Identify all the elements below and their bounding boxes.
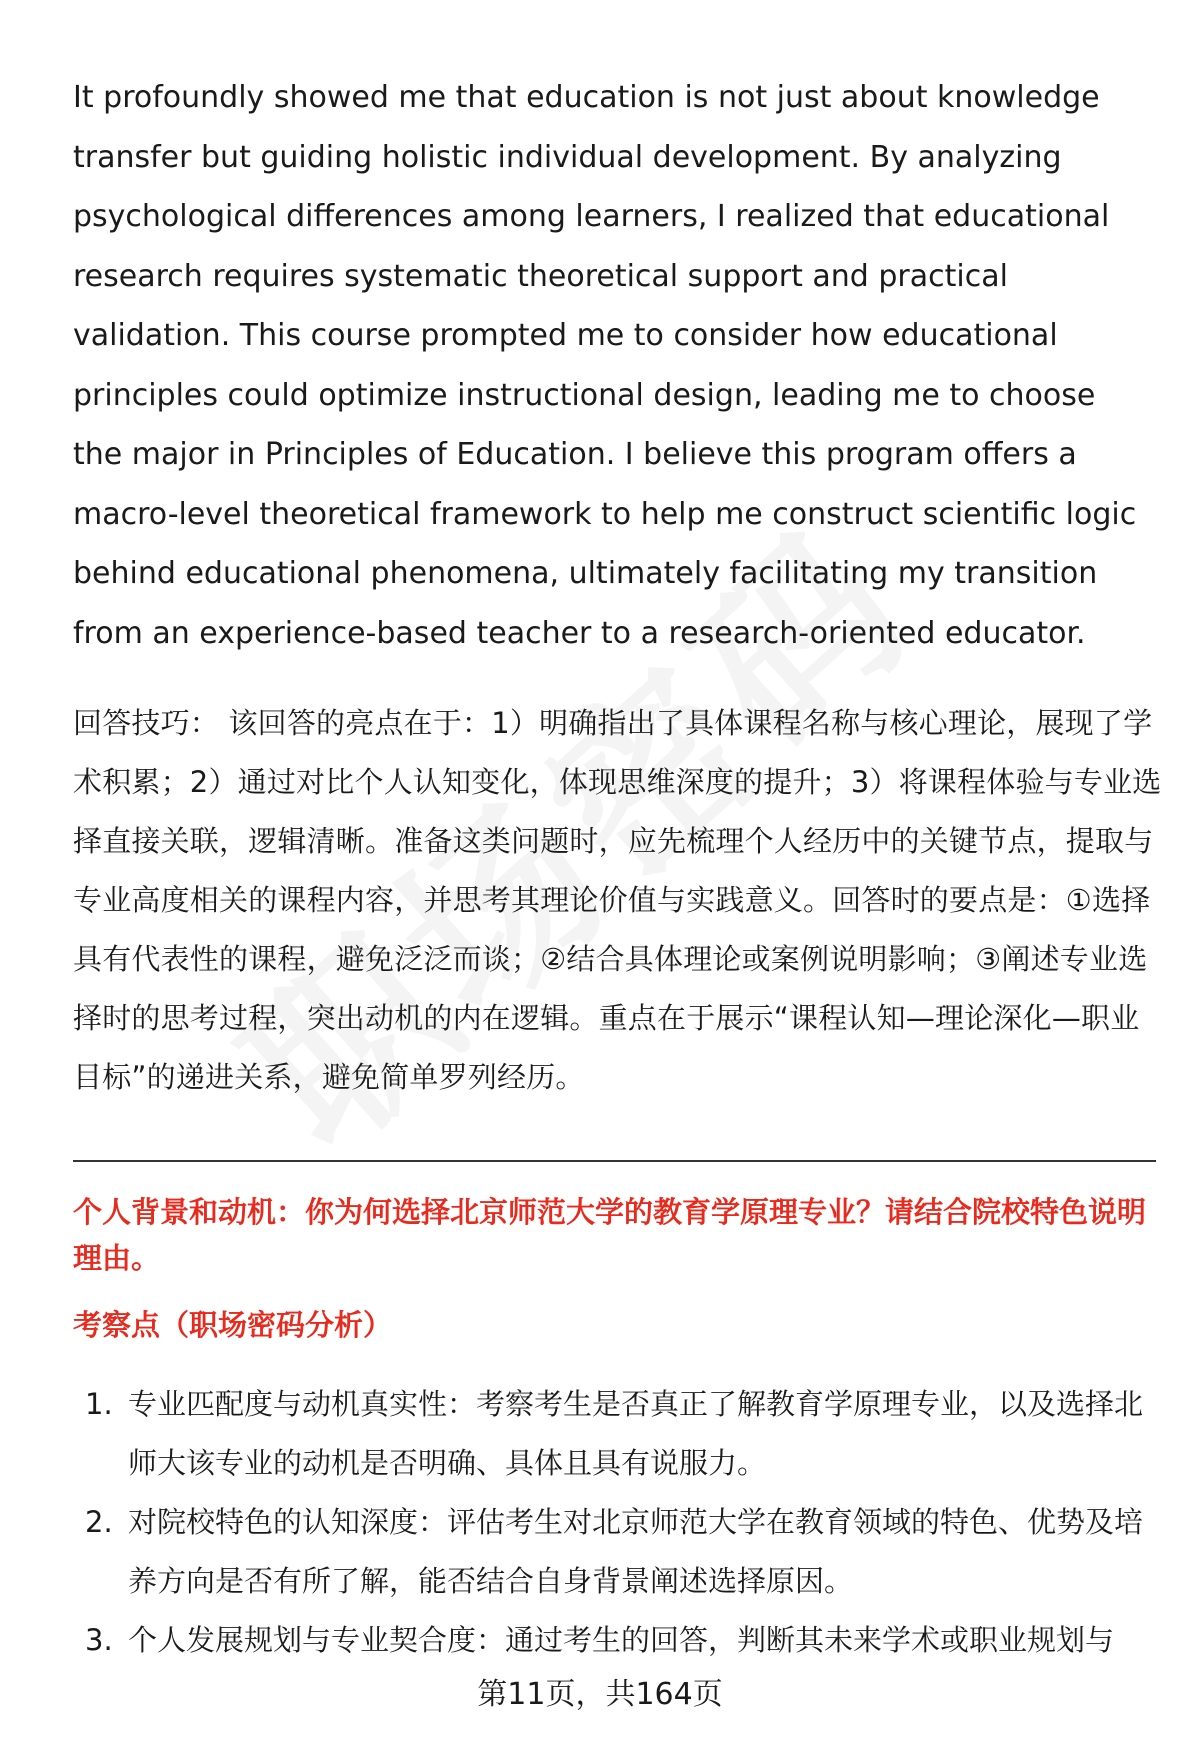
question-title: 个人背景和动机：你为何选择北京师范大学的教育学原理专业？请结合院校特色说明理由。 <box>73 1195 1147 1275</box>
page-number-footer: 第11页，共164页 <box>477 1677 723 1712</box>
list-item-number: 1. <box>85 1387 113 1421</box>
evaluation-points-list <box>73 1375 1163 1670</box>
list-item-text: 个人发展规划与专业契合度：通过考生的回答，判断其未来学术或职业规划与 <box>128 1623 1115 1657</box>
answer-tips-paragraph: 回答技巧： 该回答的亮点在于：1）明确指出了具体课程名称与核心理论，展现了学术积累；2）通过对比个人认知变化，体现思维深度的提升；3）将课程体验与专业选择直接关联，逻辑清晰。准备这类问题时，应先梳理个人经历中的关键节点，提取与专业高度相关的课程内容，并思考其理论价值与实践意义。回答时的要点是：①选择具有代表性的课程，避免泛泛而谈；②结合具体理论或案例说明影响；③阐述专业选择时的思考过程，突出动机的内在逻辑。重点在于展示“课程认知—理论深化—职业目标”的递进关系，避免简单罗列经历。 <box>73 706 1162 1094</box>
section-divider <box>73 1160 1156 1162</box>
list-item <box>73 1611 1163 1670</box>
list-item-number: 2. <box>85 1505 113 1539</box>
list-item-text: 对院校特色的认知深度：评估考生对北京师范大学在教育领域的特色、优势及培养方向是否有所了解，能否结合自身背景阐述选择原因。 <box>128 1505 1144 1598</box>
list-item-number: 3. <box>85 1623 113 1657</box>
answer-paragraph: It profoundly showed me that education is not just about knowledge transfer but guiding holistic individual development. By analyzing psychological differences among learners, I realized that educational research requires systematic theoretical support and practical validation. This course prompted me to consider how educational principles could optimize instructional design, leading me to choose the major in Principles of Education. I believe this program offers a macro-level theoretical framework to help me construct scientific logic behind educational phenomena, ultimately facilitating my transition from an experience-based teacher to a research-oriented educator. <box>73 80 1137 651</box>
evaluation-points-heading: 考察点（职场密码分析） <box>73 1308 393 1342</box>
list-item <box>73 1375 1163 1493</box>
list-item-text: 专业匹配度与动机真实性：考察考生是否真正了解教育学原理专业，以及选择北师大该专业的动机是否明确、具体且具有说服力。 <box>128 1387 1144 1480</box>
list-item <box>73 1493 1163 1611</box>
